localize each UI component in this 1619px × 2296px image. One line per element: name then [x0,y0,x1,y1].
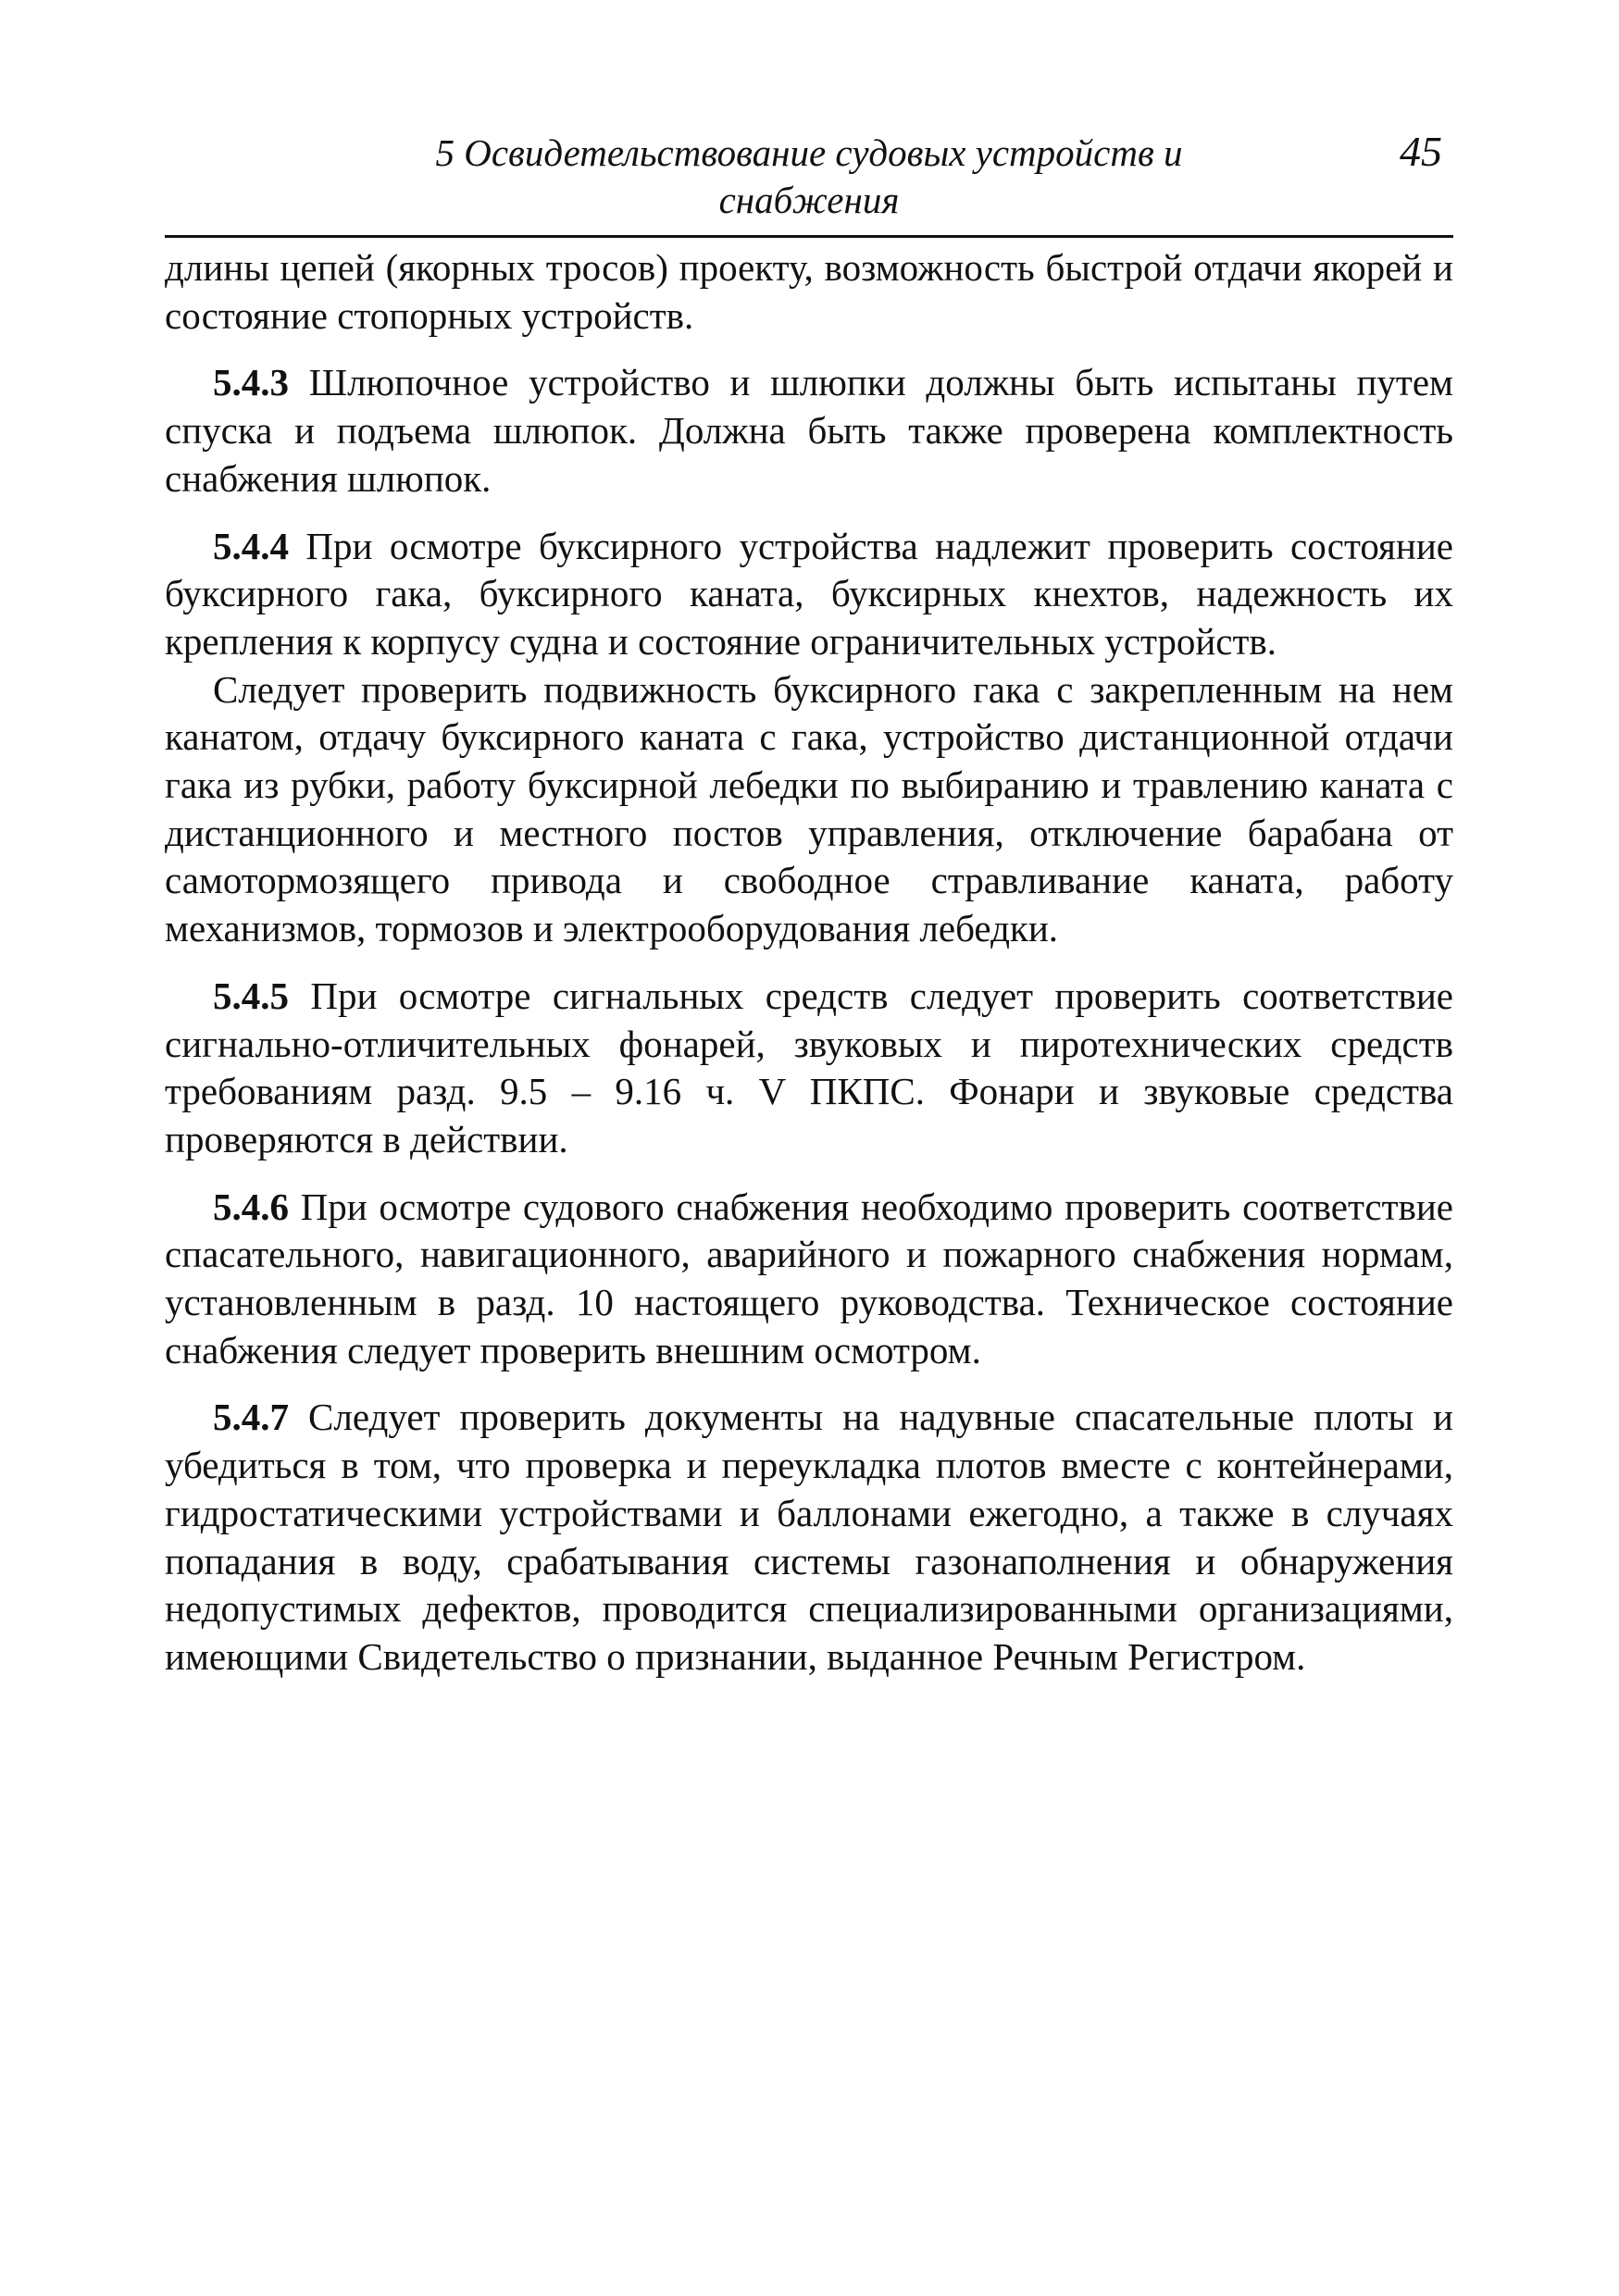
clause-5-4-5 [165,973,1453,1164]
page-number: 45 [1400,128,1442,175]
chapter-title-line-2: снабжения [718,179,900,221]
clause-number: 5.4.4 [213,524,289,567]
clause-text: Следует проверить документы на надувные спасательные плоты и убедиться в том, что проверка и переукладка плотов вместе с контейнерами, гидростатическими устройствами и баллонами ежегодно, а также в случаях попадания в воду, срабатывания системы газонаполнения и обнаружения недопустимых дефектов, проводится специализированными организациями, имеющими Свидетельство о признании, выданное Речным Регистром. [165,1396,1453,1678]
clause-number: 5.4.5 [213,974,289,1017]
clause-number: 5.4.3 [213,361,289,404]
running-header [165,128,1453,233]
chapter-title [165,130,1453,224]
paragraph-towing-checks: Следует проверить подвижность буксирного гака с закрепленным на нем канатом, отдачу буксирного каната с гака, устройство дистанционной отдачи гака из рубки, работу буксирной лебедки по выбиранию и травлению каната с дистанционного и местного постов управления, отключение барабана от самотормозящего привода и свободное стравливание каната, работу механизмов, тормозов и электрооборудования лебедки. [165,667,1453,950]
clause-text: Шлюпочное устройство и шлюпки должны быть испытаны путем спуска и подъема шлюпок. Должна быть также проверена комплектность снабжения шлюпок. [165,361,1453,500]
chapter-title-line-1: 5 Освидетельствование судовых устройств и [435,131,1183,174]
clause-number: 5.4.6 [213,1185,289,1228]
clause-text: При осмотре сигнальных средств следует проверить соответствие сигнально-отличительных фонарей, звуковых и пиротехнических средств требованиям разд. 9.5 – 9.16 ч. V ПКПС. Фонари и звуковые средства проверяются в действии. [165,974,1453,1160]
body-text [165,244,1453,1682]
paragraph-continuation: длины цепей (якорных тросов) проекту, возможность быстрой отдачи якорей и состояние стопорных устройств. [165,246,1453,337]
clause-5-4-6 [165,1184,1453,1375]
clause-5-4-7 [165,1394,1453,1681]
clause-number: 5.4.7 [213,1396,289,1439]
clause-5-4-4 [165,523,1453,666]
clause-text: При осмотре судового снабжения необходимо проверить соответствие спасательного, навигационного, аварийного и пожарного снабжения нормам, установленным в разд. 10 настоящего руководства. Техническое состояние снабжения следует проверить внешним осмотром. [165,1185,1453,1371]
header-divider [165,235,1453,238]
clause-text: При осмотре буксирного устройства надлежит проверить состояние буксирного гака, буксирного каната, буксирных кнехтов, надежность их крепления к корпусу судна и состояние ограничительных устройств. [165,524,1453,663]
clause-5-4-3 [165,359,1453,503]
